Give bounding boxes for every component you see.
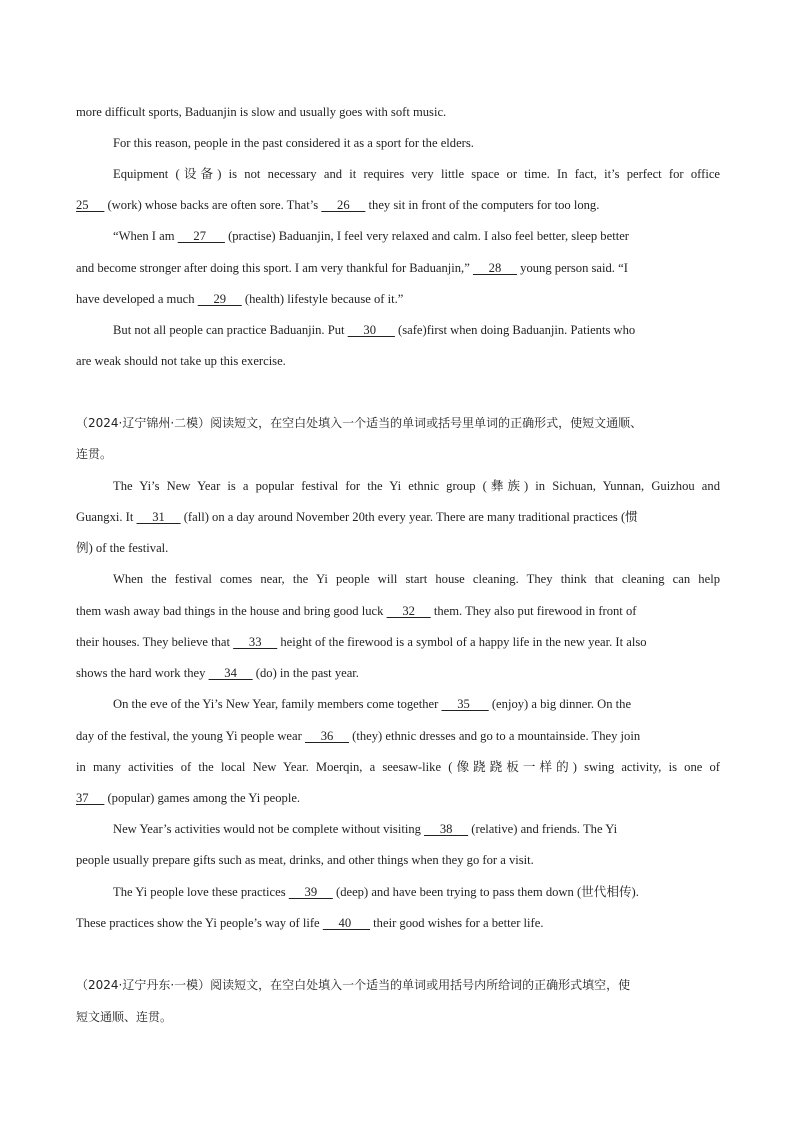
p2-line-15 [76, 915, 720, 931]
blank-27[interactable]: 27 [177, 229, 225, 243]
text: (enjoy) a big dinner. On the [488, 697, 632, 711]
text: These practices show the Yi people’s way of life [76, 916, 323, 930]
text: 连贯。 [76, 447, 113, 461]
p2-line-12 [113, 821, 720, 837]
p1-line-9 [76, 353, 720, 369]
p1-line-4 [76, 197, 720, 213]
blank-30[interactable]: 30 [347, 323, 395, 337]
text: in many activities of the local New Year. Moerqin, a seesaw-like (像跷跷板一样的) swing activity, is one of [76, 760, 720, 774]
text: shows the hard work they [76, 666, 209, 680]
text: more difficult sports, Baduanjin is slow and usually goes with soft music. [76, 105, 447, 119]
p1-line-2 [113, 135, 720, 151]
text: (work) whose backs are often sore. That’s [104, 198, 322, 212]
text: When the festival comes near, the Yi people will start house cleaning. They think that cleaning can help [113, 572, 720, 586]
text: (popular) games among the Yi people. [104, 791, 301, 805]
p2-line-5 [76, 603, 720, 619]
text: (practise) Baduanjin, I feel very relaxed and calm. I also feel better, sleep better [224, 229, 629, 243]
p1-line-8 [113, 322, 720, 338]
blank-38[interactable]: 38 [424, 822, 469, 836]
p1-line-5 [113, 228, 720, 244]
blank-33[interactable]: 33 [233, 635, 278, 649]
blank-25[interactable]: 25 [76, 198, 105, 212]
section-heading-jinzhou-cont [76, 446, 720, 462]
text: their houses. They believe that [76, 635, 234, 649]
blank-26[interactable]: 26 [321, 198, 366, 212]
blank-39[interactable]: 39 [288, 885, 333, 899]
text: them wash away bad things in the house and bring good luck [76, 604, 387, 618]
blank-32[interactable]: 32 [386, 604, 431, 618]
text: Equipment (设备) is not necessary and it requires very little space or time. In fact, it’s perfect for office [113, 167, 720, 181]
text: New Year’s activities would not be complete without visiting [113, 822, 425, 836]
p1-line-1 [76, 104, 720, 120]
text: 例) of the festival. [76, 541, 169, 555]
text: The Yi people love these practices [113, 885, 289, 899]
p2-line-8 [113, 696, 720, 712]
text: The Yi’s New Year is a popular festival for the Yi ethnic group (彝族) in Sichuan, Yunnan, Guizhou and [113, 479, 720, 493]
p1-line-6 [76, 260, 720, 276]
p2-line-11 [76, 790, 720, 806]
p2-line-13 [76, 852, 720, 868]
p2-line-2 [76, 509, 720, 525]
text: are weak should not take up this exercise. [76, 354, 286, 368]
text: young person said. “I [517, 261, 628, 275]
text: (fall) on a day around November 20th every year. There are many traditional practices (惯 [180, 510, 638, 524]
blank-28[interactable]: 28 [472, 261, 518, 275]
text: day of the festival, the young Yi people wear [76, 729, 305, 743]
text: （2024·辽宁锦州·二模）阅读短文，在空白处填入一个适当的单词或括号里单词的正确形式，使短文通顺、 [76, 416, 643, 430]
text: Guangxi. It [76, 510, 137, 524]
section-heading-dandong [76, 977, 720, 993]
p2-line-10 [76, 759, 720, 775]
blank-40[interactable]: 40 [322, 916, 371, 930]
text: （2024·辽宁丹东·一模）阅读短文，在空白处填入一个适当的单词或用括号内所给词的正确形式填空，使 [76, 978, 631, 992]
p1-line-7 [76, 291, 720, 307]
text: (deep) and have been trying to pass them down (世代相传). [332, 885, 639, 899]
section-heading-jinzhou [76, 415, 720, 431]
text: them. They also put firewood in front of [430, 604, 637, 618]
p2-line-14 [113, 884, 720, 900]
text: (relative) and friends. The Yi [468, 822, 618, 836]
text: For this reason, people in the past considered it as a sport for the elders. [113, 136, 474, 150]
text: (they) ethnic dresses and go to a mountainside. They join [349, 729, 641, 743]
p2-line-7 [76, 665, 720, 681]
text: (health) lifestyle because of it.” [241, 292, 404, 306]
text: height of the firewood is a symbol of a happy life in the new year. It also [277, 635, 647, 649]
text: (safe)first when doing Baduanjin. Patients who [394, 323, 636, 337]
text: people usually prepare gifts such as meat, drinks, and other things when they go for a visit. [76, 853, 534, 867]
text: 短文通顺、连贯。 [76, 1010, 173, 1024]
text: “When I am [113, 229, 178, 243]
p1-line-3 [113, 166, 720, 182]
blank-31[interactable]: 31 [136, 510, 181, 524]
blank-35[interactable]: 35 [441, 697, 489, 711]
text: and become stronger after doing this sport. I am very thankful for Baduanjin,” [76, 261, 473, 275]
text: their good wishes for a better life. [370, 916, 544, 930]
text: have developed a much [76, 292, 198, 306]
blank-36[interactable]: 36 [304, 729, 350, 743]
blank-34[interactable]: 34 [208, 666, 253, 680]
blank-29[interactable]: 29 [197, 292, 242, 306]
blank-37[interactable]: 37 [76, 791, 105, 805]
p2-line-3 [76, 540, 720, 556]
text: But not all people can practice Baduanjin. Put [113, 323, 348, 337]
p2-line-4 [113, 571, 720, 587]
p2-line-9 [76, 728, 720, 744]
section-heading-dandong-cont [76, 1009, 720, 1025]
p2-line-1 [113, 478, 720, 494]
text: (do) in the past year. [252, 666, 359, 680]
text: they sit in front of the computers for too long. [365, 198, 600, 212]
text: On the eve of the Yi’s New Year, family members come together [113, 697, 442, 711]
p2-line-6 [76, 634, 720, 650]
